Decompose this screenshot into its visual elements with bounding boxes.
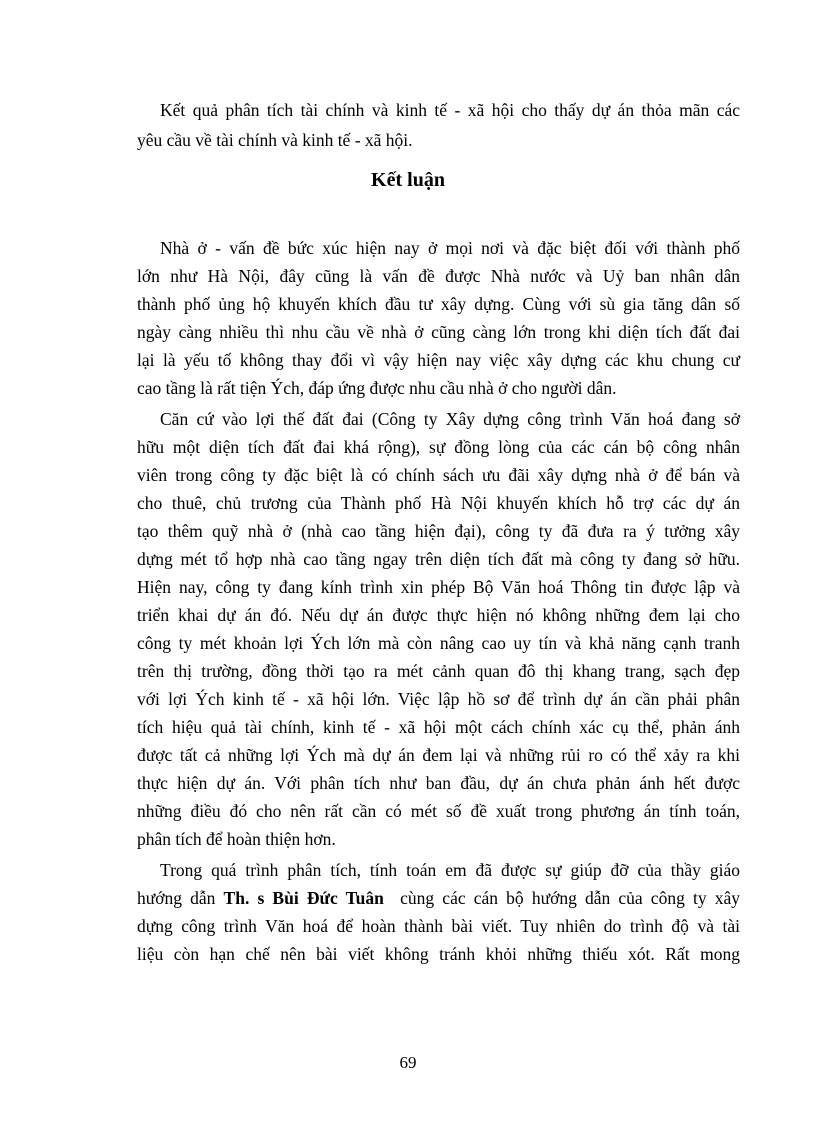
paragraph-line: thành phố ủng hộ khuyến khích đầu tư xây dựng. Cùng với sù gia tăng dân số (137, 294, 740, 314)
advisor-name: Th. s Bùi Đức Tuân (223, 888, 384, 908)
paragraph-line: cho thuê, chủ trương của Thành phố Hà Nội khuyến khích hỗ trợ các dự án (137, 493, 740, 513)
paragraph-line: tạo thêm quỹ nhà ở (nhà cao tầng hiện đại), công ty đã đưa ra ý tưởng xây (137, 521, 740, 541)
section-heading: Kết luận (371, 169, 445, 191)
paragraph-line: những điều đó cho nên rất cần có mét số đề xuất trong phương án tính toán, (137, 801, 740, 821)
line-text: cùng các cán bộ hướng dẫn của công ty xây (383, 888, 740, 908)
paragraph-line: Hiện nay, công ty đang kính trình xin phép Bộ Văn hoá Thông tin được lập và (137, 577, 740, 597)
paragraph-line: triển khai dự án đó. Nếu dự án được thực hiện nó không những đem lại cho (137, 605, 740, 625)
paragraph-line: tích hiệu quả tài chính, kinh tế - xã hội một cách chính xác cụ thể, phản ánh (137, 717, 740, 737)
paragraph-line: công ty mét khoản lợi Ých lớn mà còn nâng cao uy tín và khả năng cạnh tranh (137, 633, 740, 653)
paragraph-line: Nhà ở - vấn đề bức xúc hiện nay ở mọi nơi và đặc biệt đối với thành phố (160, 238, 740, 258)
paragraph-line: viên trong công ty đặc biệt là có chính sách ưu đãi xây dựng nhà ở để bán và (137, 465, 740, 485)
paragraph-line: phân tích để hoàn thiện hơn. (137, 829, 336, 849)
paragraph-line: dựng công trình Văn hoá để hoàn thành bài viết. Tuy nhiên do trình độ và tài (137, 916, 740, 936)
intro-line-2: yêu cầu về tài chính và kinh tế - xã hội. (137, 130, 413, 150)
paragraph-line: ngày càng nhiều thì nhu cầu về nhà ở cũng càng lớn trong khi diện tích đất đai (137, 322, 740, 342)
paragraph-line: liệu còn hạn chế nên bài viết không tránh khỏi những thiếu xót. Rất mong (137, 944, 740, 964)
paragraph-line: được tất cả những lợi Ých mà dự án đem lại và những rủi ro có thể xảy ra khi (137, 745, 740, 765)
paragraph-line: hữu một diện tích đất đai khá rộng), sự đồng lòng của các cán bộ công nhân (137, 437, 740, 457)
paragraph-line (137, 888, 740, 908)
paragraph-line: Căn cứ vào lợi thế đất đai (Công ty Xây dựng công trình Văn hoá đang sở (160, 409, 740, 429)
paragraph-line: lại là yếu tố không thay đổi vì vậy hiện nay việc xây dựng các khu chung cư (137, 350, 740, 370)
page-number: 69 (399, 1053, 417, 1072)
paragraph-line: cao tầng là rất tiện Ých, đáp ứng được nhu cầu nhà ở cho người dân. (137, 378, 617, 398)
paragraph-line: trên thị trường, đồng thời tạo ra mét cảnh quan đô thị khang trang, sạch đẹp (137, 661, 740, 681)
line-text: hướng dẫn (137, 888, 224, 908)
paragraph-line: lớn như Hà Nội, đây cũng là vấn đề được Nhà nước và Uỷ ban nhân dân (137, 266, 740, 286)
paragraph-line: Trong quá trình phân tích, tính toán em đã được sự giúp đỡ của thầy giáo (160, 860, 740, 880)
paragraph-line: dựng mét tổ hợp nhà cao tầng ngay trên diện tích đất mà công ty đang sở hữu. (137, 549, 740, 569)
intro-line-1: Kết quả phân tích tài chính và kinh tế - xã hội cho thấy dự án thỏa mãn các (160, 100, 740, 120)
paragraph-line: với lợi Ých kinh tế - xã hội lớn. Việc lập hồ sơ để trình dự án cần phải phân (137, 689, 740, 709)
paragraph-line: thực hiện dự án. Với phân tích như ban đầu, dự án chưa phản ánh hết được (137, 773, 740, 793)
